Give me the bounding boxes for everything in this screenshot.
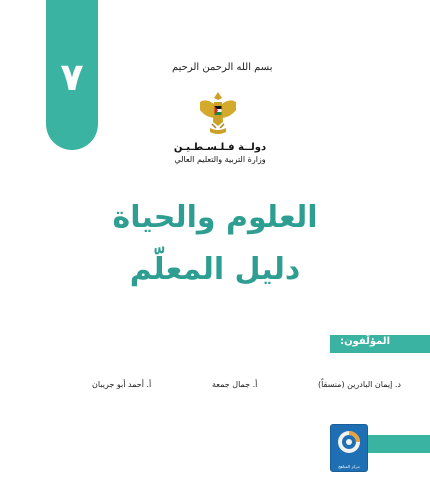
curriculum-center-logo-icon [330, 424, 368, 472]
bottom-accent-bar [360, 435, 430, 453]
logo-symbol-icon [331, 425, 367, 461]
grade-tab [46, 0, 98, 150]
basmala-text: بسم الله الرحمن الرحيم [172, 62, 273, 73]
ministry-name: وزارة التربية والتعليم العالي [174, 155, 266, 164]
book-subtitle: دليل المعلّم [129, 252, 301, 287]
authors-label-bar [330, 335, 430, 353]
book-title: العلوم والحياة [112, 200, 318, 235]
logo-caption: مركز المناهج [338, 464, 360, 469]
author-name: د. إيمان البادرين (منسقاً) [318, 380, 401, 389]
palestine-eagle-emblem-icon [196, 88, 240, 140]
author-name: أ. جمال جمعة [212, 380, 258, 389]
state-name: دولــة فـلـسـطـيـن [173, 142, 267, 153]
author-name: أ. أحمد أبو جريبان [92, 380, 152, 389]
authors-label: المؤلّفون: [340, 336, 390, 347]
grade-number: ٧ [60, 55, 84, 99]
